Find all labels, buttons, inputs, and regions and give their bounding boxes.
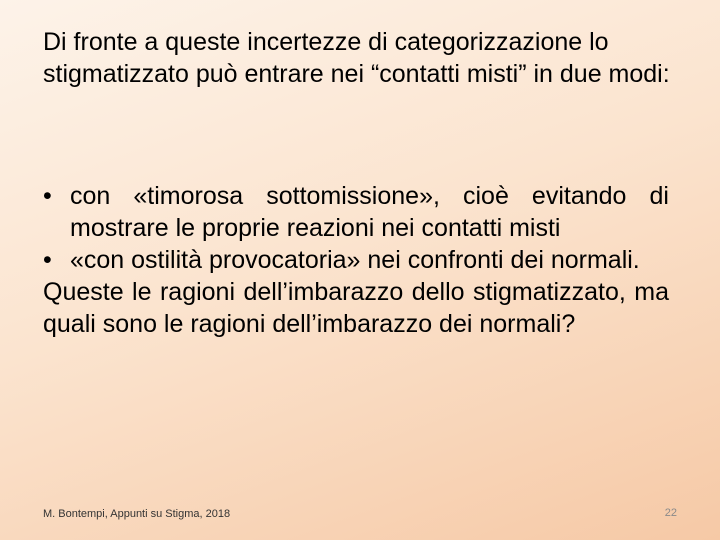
- intro-paragraph: Di fronte a queste incertezze di categorizzazione lo stigmatizzato può entrare nei “contatti misti” in due modi:: [43, 28, 670, 88]
- bullet-item-1: [43, 180, 669, 244]
- bullet-marker: •: [43, 246, 52, 274]
- page-number: 22: [664, 507, 677, 519]
- bullet-text: «con ostilità provocatoria» nei confronti dei normali.: [70, 246, 640, 274]
- footer-citation: M. Bontempi, Appunti su Stigma, 2018: [43, 508, 231, 520]
- bullet-text: con «timorosa sottomissione», cioè evitando di mostrare le proprie reazioni nei contatti misti: [70, 182, 669, 242]
- slide-body: [43, 180, 669, 340]
- bullet-item-2: [43, 244, 669, 276]
- conclusion-paragraph: Queste le ragioni dell’imbarazzo dello stigmatizzato, ma quali sono le ragioni dell’imbarazzo dei normali?: [43, 278, 669, 338]
- bullet-marker: •: [43, 182, 52, 210]
